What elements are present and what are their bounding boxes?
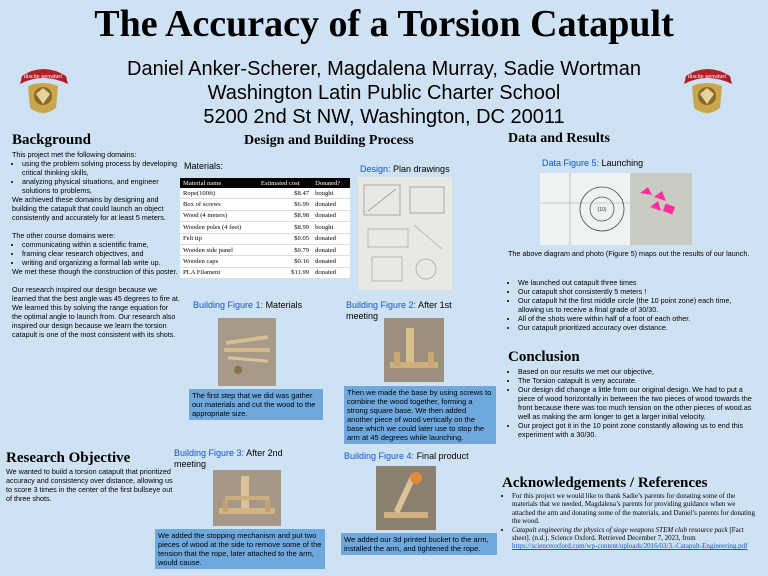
table-cell: $0.05 xyxy=(258,233,312,244)
materials-table-row xyxy=(180,233,350,244)
table-cell: Felt tip xyxy=(180,233,258,244)
table-cell: bought xyxy=(312,188,350,199)
figure-prefix: Building Figure 1: xyxy=(193,300,264,310)
data-results-list xyxy=(508,278,758,332)
materials-table-row xyxy=(180,188,350,199)
table-cell: Box of screws xyxy=(180,199,258,210)
materials-table-row xyxy=(180,222,350,233)
school-address: 5200 2nd St NW, Washington, DC 20011 xyxy=(203,106,565,128)
figure-prefix: Building Figure 4: xyxy=(344,451,415,461)
materials-table-row xyxy=(180,256,350,267)
data-figure-5-label xyxy=(542,158,643,169)
table-cell: $8.99 xyxy=(258,222,312,233)
building-figure-1-label xyxy=(193,300,333,311)
table-cell: PLA Filament xyxy=(180,267,258,278)
poster-title: The Accuracy of a Torsion Catapult xyxy=(94,3,674,45)
figure-title: After 2nd meeting xyxy=(174,448,283,469)
building-figure-3-caption: We added the stopping mechanism and put two pieces of wood at the side to remove some of the tension that the rope, later attached to the arm, would cause. xyxy=(155,529,325,569)
table-cell: Rope(100ft) xyxy=(180,188,258,199)
building-figure-2-photo xyxy=(384,318,444,382)
reference-link[interactable]: https://scienceoxford.com/wp-content/uploads/2016/03/3.-Catapult-Engineering.pdf xyxy=(512,542,748,551)
figure-title: Launching xyxy=(601,158,644,168)
table-cell: Wood (4 meters) xyxy=(180,210,258,221)
table-cell: Wooden poles (4 feet) xyxy=(180,222,258,233)
data-results-intro: The above diagram and photo (Figure 5) maps out the results of our launch. xyxy=(508,249,750,258)
reference-item xyxy=(512,526,760,551)
background-domain: • using the problem solving process by developing critical thinking skills, xyxy=(22,159,180,177)
table-cell: donated xyxy=(312,233,350,244)
materials-table-row xyxy=(180,210,350,221)
conclusion-item: • Our project got it in the 10 point zone constantly allowing us to end this experiment with a 30/30. xyxy=(518,421,758,439)
figure-title: Final product xyxy=(416,451,469,461)
background-other-domain: • writing and organizing a formal lab write up. xyxy=(22,258,180,267)
table-cell: donated xyxy=(312,244,350,255)
data-result-item: • All of the shots were within half of a foot of each other. xyxy=(518,314,758,323)
background-para2: We met these though the construction of this poster. xyxy=(12,267,178,276)
launch-results-diagram xyxy=(540,173,692,245)
logo-motto-right: discite servaturi xyxy=(687,74,727,80)
table-cell: donated xyxy=(312,210,350,221)
poster-authors xyxy=(100,57,668,129)
table-cell: $8.98 xyxy=(258,210,312,221)
materials-table-header xyxy=(180,178,350,188)
data-result-item: • We launched out catapult three times xyxy=(518,278,758,287)
table-cell: $8.47 xyxy=(258,188,312,199)
building-figure-1-caption: The first step that we did was gather our materials and cut the wood to the appropriate size. xyxy=(189,389,323,420)
reference-title: Catapult engineering the physics of siege weapons STEM club resource pack xyxy=(512,525,728,534)
background-other-domain: • framing clear research objectives, and xyxy=(22,249,180,258)
author-names: Daniel Anker-Scherer, Magdalena Murray, Sadie Wortman xyxy=(127,58,641,80)
school-logo-right-icon xyxy=(676,58,738,120)
materials-table-row xyxy=(180,244,350,255)
target-zone-label: (10) xyxy=(597,207,607,213)
plan-label-prefix: Design: xyxy=(360,164,391,174)
background-domain: • analyzing physical situations, and engineer solutions to problems, xyxy=(22,177,180,195)
background-para1: We achieved these domains by designing and building the catapult that could launch an object consistently and accurately for at least 5 meters. xyxy=(12,195,166,222)
background-body xyxy=(12,150,180,348)
table-cell: donated xyxy=(312,199,350,210)
table-cell: Wooden caps xyxy=(180,256,258,267)
reference-details: [Fact sheet]. (n.d.). Science Oxford. Retrieved December 7, 2023, from xyxy=(512,525,744,543)
conclusion-heading: Conclusion xyxy=(508,349,580,365)
building-figure-4-caption: We added our 3d printed bucket to the arm, installed the arm, and tightened the rope. xyxy=(341,533,497,555)
table-cell: $11.99 xyxy=(258,267,312,278)
background-other-domain: • communicating within a scientific frame, xyxy=(22,240,180,249)
table-header-cell: Estimated cost xyxy=(258,178,312,188)
data-result-item: • Our catapult hit the first middle circle (the 10 point zone) each time, allowing us to receive a final grade of 30/30. xyxy=(518,296,758,314)
background-other-intro: The other course domains were: xyxy=(12,231,116,240)
conclusion-list xyxy=(508,367,758,439)
plan-drawings-image xyxy=(358,177,452,290)
materials-table xyxy=(180,178,350,279)
materials-table-row xyxy=(180,199,350,210)
figure-title: Materials xyxy=(265,300,303,310)
research-objective-text: We wanted to build a torsion catapult that prioritized accuracy and consistency over distance, allowing us to score 3 times in the center of the first bullseye out of three shots. xyxy=(6,467,173,503)
table-header-cell: Material name xyxy=(180,178,258,188)
conclusion-item: • Our design did change a little from our original design. We had to put a piece of wood horizontally in between the two pieces of wood towards the front because there was too much tension on the other pieces of wood.as well as making the arm longer to get a larger initial velocity. xyxy=(518,385,758,421)
plan-drawings-label xyxy=(360,164,450,175)
school-logo-left-icon xyxy=(12,58,74,120)
design-heading: Design and Building Process xyxy=(244,133,414,148)
figure-prefix: Building Figure 3: xyxy=(174,448,245,458)
background-intro: This project met the following domains: xyxy=(12,150,137,159)
data-result-item: • Our catapult prioritized accuracy over distance. xyxy=(518,323,758,332)
logo-motto-left: discite servaturi xyxy=(23,74,63,80)
table-cell: bought xyxy=(312,222,350,233)
table-cell: $6.99 xyxy=(258,199,312,210)
table-cell: Wooden side panel xyxy=(180,244,258,255)
data-result-item: • Our catapult shot consistently 5 meters ! xyxy=(518,287,758,296)
building-figure-3-label xyxy=(174,448,314,470)
conclusion-item: • The Torsion catapult is very accurate. xyxy=(518,376,758,385)
acknowledgements-body xyxy=(502,492,760,551)
figure-title: After 1st meeting xyxy=(346,300,452,321)
background-heading: Background xyxy=(12,132,91,148)
data-results-heading: Data and Results xyxy=(508,131,610,146)
background-para3: Our research inspired our design because we learned that the best angle was 45 degrees to fire at. We learned this by solving the range equation for the optimal angle to launch from. Our research also inspired our design because we learn the torsion catapult is one of the most consistent with its shots. xyxy=(12,285,180,339)
building-figure-3-photo xyxy=(213,470,281,526)
acknowledgements-heading: Acknowledgements / References xyxy=(502,475,708,491)
table-cell: donated xyxy=(312,256,350,267)
figure-prefix: Building Figure 2: xyxy=(346,300,417,310)
table-cell: $0.79 xyxy=(258,244,312,255)
materials-table-row xyxy=(180,267,350,278)
building-figure-4-photo xyxy=(376,466,436,530)
plan-label-title: Plan drawings xyxy=(393,164,450,174)
materials-label: Materials: xyxy=(184,161,224,171)
building-figure-2-caption: Then we made the base by using screws to combine the wood together, forming a strong square base. We then added another piece of wood vertically on the base which we could later use to stop the arm at 45 degrees while launching. xyxy=(344,386,496,444)
figure-prefix: Data Figure 5: xyxy=(542,158,600,168)
building-figure-1-photo xyxy=(218,318,276,386)
table-cell: donated xyxy=(312,267,350,278)
research-objective-heading: Research Objective xyxy=(6,450,131,466)
conclusion-item: • Based on our results we met our objective, xyxy=(518,367,758,376)
acknowledgement-item: • For this project we would like to thank Sadie’s parents for donating some of the materials that we needed, Magdalena’s parents for providing guidance when we attached the arm and donating some of the materials, and Daniel’s parents for donating the wood. xyxy=(512,492,760,526)
table-cell: $0.16 xyxy=(258,256,312,267)
building-figure-4-label xyxy=(344,451,494,462)
table-header-cell: Donated? xyxy=(312,178,350,188)
school-name: Washington Latin Public Charter School xyxy=(207,82,561,104)
